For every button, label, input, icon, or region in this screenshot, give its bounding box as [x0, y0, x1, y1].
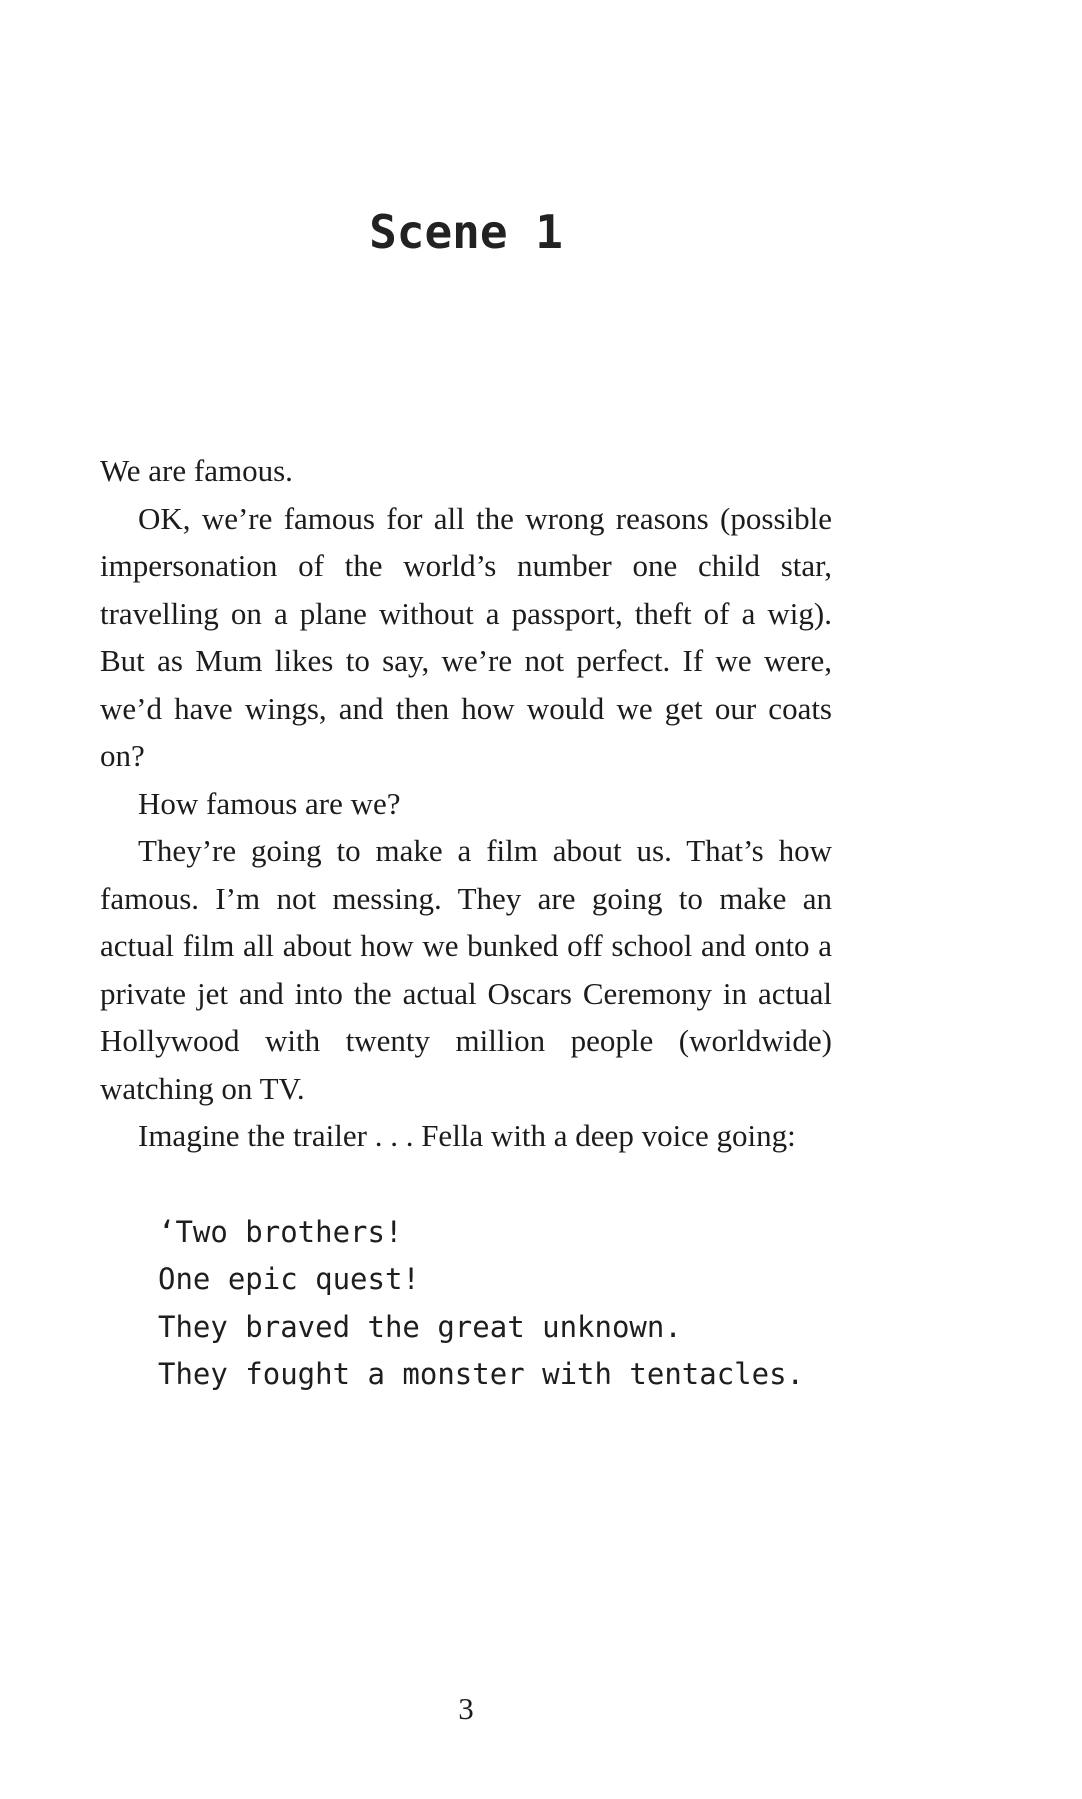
page-number: 3	[458, 1691, 474, 1726]
paragraph: They’re going to make a film about us. That’s how famous. I’m not messing. They are going to make an actual film all about how we bunked off school and onto a private jet and into the actual Oscars Ceremony in actual Hollywood with twenty million people (worldwide) watching on TV.	[100, 833, 832, 1106]
paragraph: We are famous.	[100, 453, 293, 488]
trailer-line: One epic quest!	[158, 1262, 420, 1296]
trailer-line: They fought a monster with tentacles.	[158, 1357, 805, 1391]
chapter-heading: Scene 1	[369, 205, 563, 259]
paragraph: OK, we’re famous for all the wrong reasons (possible impersonation of the world’s number one child star, travelling on a plane without a passport, theft of a wig). But as Mum likes to say, we’re not perfect. If we were, we’d have wings, and then how would we get our coats on?	[100, 500, 832, 773]
trailer-line: ‘Two brothers!	[158, 1214, 403, 1249]
paragraph: How famous are we?	[138, 785, 401, 821]
body-text	[100, 447, 832, 1160]
paragraph: Imagine the trailer . . . Fella with a deep voice going:	[138, 1118, 796, 1153]
book-page	[100, 0, 832, 1799]
trailer-line: They braved the great unknown.	[158, 1309, 682, 1344]
trailer-quote	[158, 1209, 832, 1399]
